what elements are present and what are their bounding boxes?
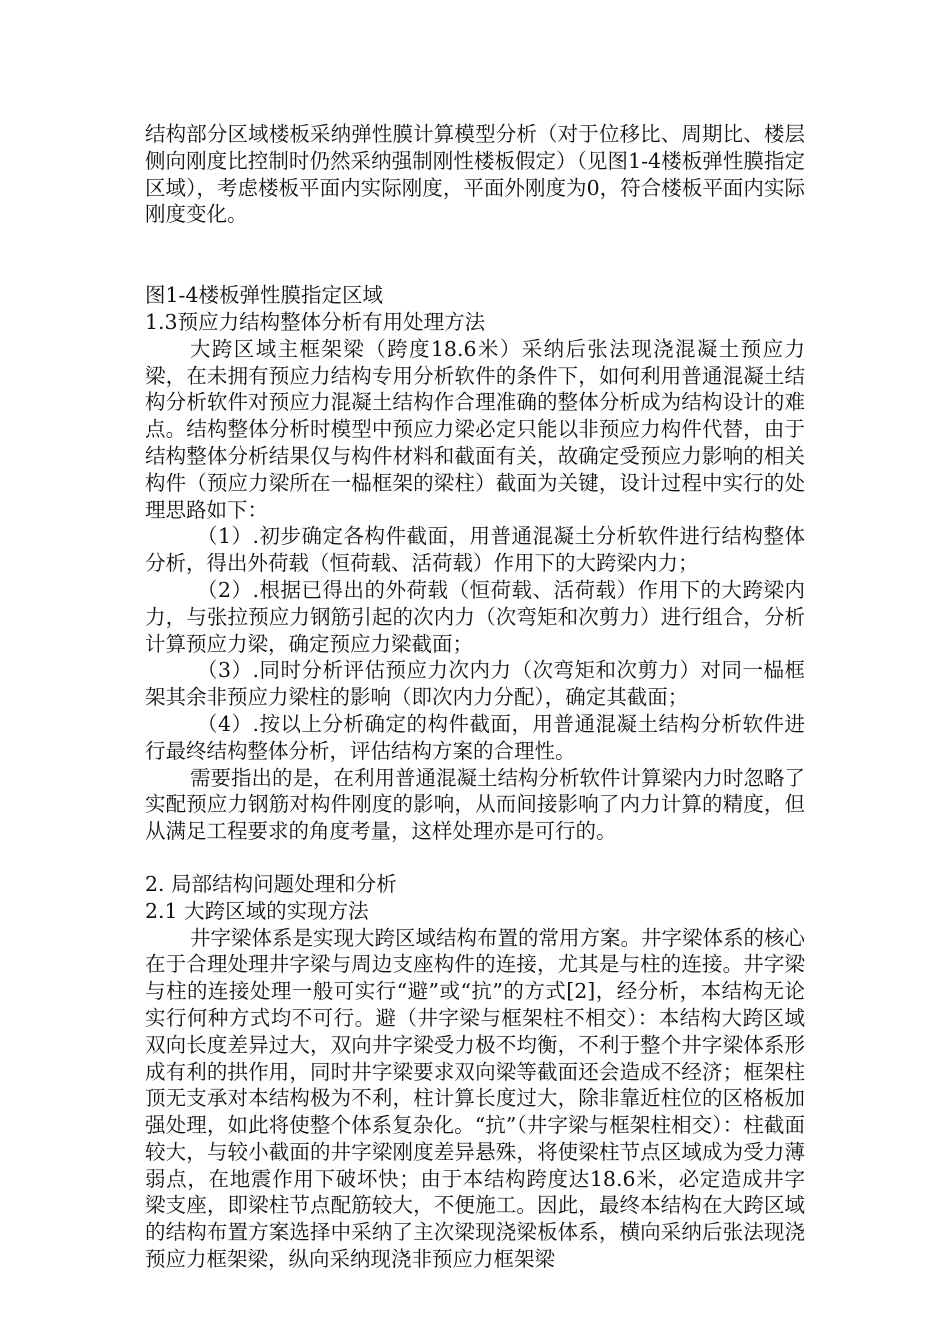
figure-placeholder [145, 228, 805, 282]
section-heading-1-3: 1.3预应力结构整体分析有用处理方法 [145, 309, 486, 334]
figure-caption: 图1-4楼板弹性膜指定区域 [145, 283, 384, 308]
section-spacer [145, 845, 805, 871]
document-body [145, 121, 805, 1273]
section-heading-2-1: 2.1 大跨区域的实现方法 [145, 898, 369, 923]
paragraph-prestress-analysis: 大跨区域主框架梁（跨度18.6米）采纳后张法现浇混凝土预应力梁，在未拥有预应力结构专用分析软件的条件下，如何利用普通混凝土结构分析软件对预应力混凝土结构作合理准确的整体分析成为结构设计的难点。结构整体分析时模型中预应力梁必定只能以非预应力构件代替，由于结构整体分析结果仅与构件材料和截面有关，故确定受预应力影响的相关构件（预应力梁所在一榀框架的梁柱）截面为关键，设计过程中实行的处理思路如下： [145, 336, 805, 522]
step-2: （2）.根据已得出的外荷载（恒荷载、活荷载）作用下的大跨梁内力，与张拉预应力钢筋引起的次内力（次弯矩和次剪力）进行组合，分析计算预应力梁，确定预应力梁截面； [145, 577, 805, 656]
paragraph-note: 需要指出的是，在利用普通混凝土结构分析软件计算梁内力时忽略了实配预应力钢筋对构件刚度的影响，从而间接影响了内力计算的精度，但从满足工程要求的角度考量，这样处理亦是可行的。 [145, 765, 805, 844]
paragraph-floor-slab-model: 结构部分区域楼板采纳弹性膜计算模型分析（对于位移比、周期比、楼层侧向刚度比控制时仍然采纳强制刚性楼板假定）（见图1-4楼板弹性膜指定区域），考虑楼板平面内实际刚度，平面外刚度为0，符合楼板平面内实际刚度变化。 [145, 122, 805, 227]
paragraph-waffle-beam: 井字梁体系是实现大跨区域结构布置的常用方案。井字梁体系的核心在于合理处理井字梁与周边支座构件的连接，尤其是与柱的连接。井字梁与柱的连接处理一般可实行“避”或“抗”的方式[2]，经分析，本结构无论实行何种方式均不可行。避（井字梁与框架柱不相交）：本结构大跨区域双向长度差异过大，双向井字梁受力极不均衡，不利于整个井字梁体系形成有利的拱作用，同时井字梁要求双向梁等截面还会造成不经济；框架柱顶无支承对本结构极为不利，柱计算长度过大，除非靠近柱位的区格板加强处理，如此将使整个体系复杂化。“抗”（井字梁与框架柱相交）：柱截面较大，与较小截面的井字梁刚度差异悬殊，将使梁柱节点区域成为受力薄弱点，在地震作用下破坏快；由于本结构跨度达18.6米，必定造成井字梁支座，即梁柱节点配筋较大，不便施工。因此，最终本结构在大跨区域的结构布置方案选择中采纳了主次梁现浇梁板体系，横向采纳后张法现浇预应力框架梁，纵向采纳现浇非预应力框架梁 [145, 925, 805, 1272]
step-1: （1）.初步确定各构件截面，用普通混凝土分析软件进行结构整体分析，得出外荷载（恒荷载、活荷载）作用下的大跨梁内力； [145, 524, 805, 576]
step-3: （3）.同时分析评估预应力次内力（次弯矩和次剪力）对同一榀框架其余非预应力梁柱的影响（即次内力分配），确定其截面； [145, 658, 805, 710]
section-heading-2: 2. 局部结构问题处理和分析 [145, 871, 397, 896]
step-4: （4）.按以上分析确定的构件截面，用普通混凝土结构分析软件进行最终结构整体分析，评估结构方案的合理性。 [145, 711, 805, 763]
